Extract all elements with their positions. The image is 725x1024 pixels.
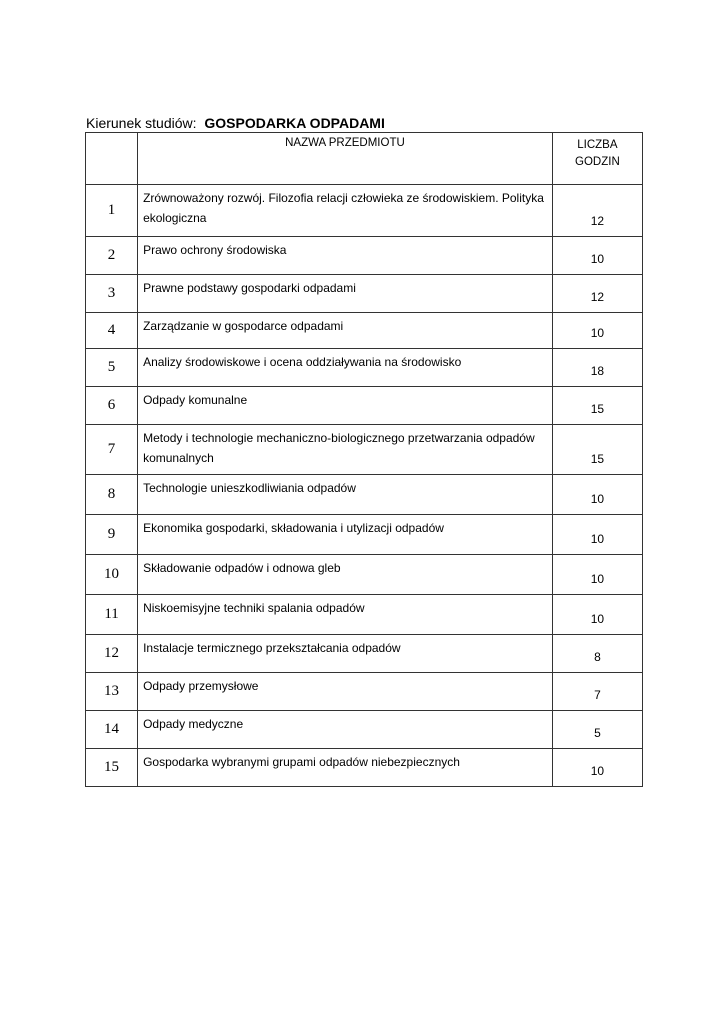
subject-name: Odpady medyczne bbox=[138, 711, 553, 749]
hours-count: 12 bbox=[552, 185, 642, 237]
hours-count: 10 bbox=[552, 313, 642, 349]
row-number: 2 bbox=[86, 237, 138, 275]
hours-count: 10 bbox=[552, 555, 642, 595]
subject-name: Ekonomika gospodarki, składowania i utylizacji odpadów bbox=[138, 515, 553, 555]
row-number: 5 bbox=[86, 349, 138, 387]
row-number: 3 bbox=[86, 275, 138, 313]
row-number: 8 bbox=[86, 475, 138, 515]
hours-header-line-2: GODZIN bbox=[575, 156, 620, 168]
subject-name: Niskoemisyjne techniki spalania odpadów bbox=[138, 595, 553, 635]
row-number: 14 bbox=[86, 711, 138, 749]
row-number: 9 bbox=[86, 515, 138, 555]
table-row bbox=[86, 275, 643, 313]
number-column-header bbox=[86, 133, 138, 185]
subject-name: Prawo ochrony środowiska bbox=[138, 237, 553, 275]
table-row bbox=[86, 515, 643, 555]
subject-name: Analizy środowiskowe i ocena oddziaływania na środowisko bbox=[138, 349, 553, 387]
table-row bbox=[86, 425, 643, 475]
row-number: 15 bbox=[86, 749, 138, 787]
table-row bbox=[86, 749, 643, 787]
row-number: 11 bbox=[86, 595, 138, 635]
subject-name: Technologie unieszkodliwiania odpadów bbox=[138, 475, 553, 515]
subject-name: Metody i technologie mechaniczno-biologicznego przetwarzania odpadów komunalnych bbox=[138, 425, 553, 475]
hours-count: 10 bbox=[552, 595, 642, 635]
hours-count: 18 bbox=[552, 349, 642, 387]
hours-count: 7 bbox=[552, 673, 642, 711]
subject-name: Składowanie odpadów i odnowa gleb bbox=[138, 555, 553, 595]
row-number: 13 bbox=[86, 673, 138, 711]
table-row bbox=[86, 387, 643, 425]
hours-count: 5 bbox=[552, 711, 642, 749]
table-row bbox=[86, 313, 643, 349]
hours-count: 10 bbox=[552, 237, 642, 275]
table-header-row bbox=[86, 133, 643, 185]
subject-name: Gospodarka wybranymi grupami odpadów niebezpiecznych bbox=[138, 749, 553, 787]
hours-count: 12 bbox=[552, 275, 642, 313]
row-number: 7 bbox=[86, 425, 138, 475]
table-row bbox=[86, 711, 643, 749]
row-number: 4 bbox=[86, 313, 138, 349]
hours-count: 10 bbox=[552, 515, 642, 555]
subjects-table bbox=[85, 132, 643, 787]
table-row bbox=[86, 595, 643, 635]
field-of-study-value: GOSPODARKA ODPADAMI bbox=[204, 115, 385, 131]
field-of-study-label: Kierunek studiów: bbox=[86, 115, 197, 131]
hours-count: 15 bbox=[552, 387, 642, 425]
subject-name: Odpady komunalne bbox=[138, 387, 553, 425]
subject-name: Zarządzanie w gospodarce odpadami bbox=[138, 313, 553, 349]
table-body bbox=[86, 185, 643, 787]
row-number: 12 bbox=[86, 635, 138, 673]
row-number: 1 bbox=[86, 185, 138, 237]
hours-count: 10 bbox=[552, 475, 642, 515]
table-row bbox=[86, 673, 643, 711]
hours-column-header bbox=[552, 133, 642, 185]
hours-header-line-1: LICZBA bbox=[577, 139, 618, 151]
document-heading bbox=[86, 115, 385, 131]
table-row bbox=[86, 349, 643, 387]
row-number: 6 bbox=[86, 387, 138, 425]
row-number: 10 bbox=[86, 555, 138, 595]
hours-count: 10 bbox=[552, 749, 642, 787]
subject-column-header: NAZWA PRZEDMIOTU bbox=[138, 133, 553, 185]
subject-name: Prawne podstawy gospodarki odpadami bbox=[138, 275, 553, 313]
hours-count: 8 bbox=[552, 635, 642, 673]
table-row bbox=[86, 237, 643, 275]
table-row bbox=[86, 475, 643, 515]
subject-name: Zrównoważony rozwój. Filozofia relacji człowieka ze środowiskiem. Polityka ekologiczna bbox=[138, 185, 553, 237]
table-row bbox=[86, 635, 643, 673]
subject-name: Instalacje termicznego przekształcania odpadów bbox=[138, 635, 553, 673]
table-row bbox=[86, 185, 643, 237]
subject-name: Odpady przemysłowe bbox=[138, 673, 553, 711]
hours-count: 15 bbox=[552, 425, 642, 475]
table-row bbox=[86, 555, 643, 595]
